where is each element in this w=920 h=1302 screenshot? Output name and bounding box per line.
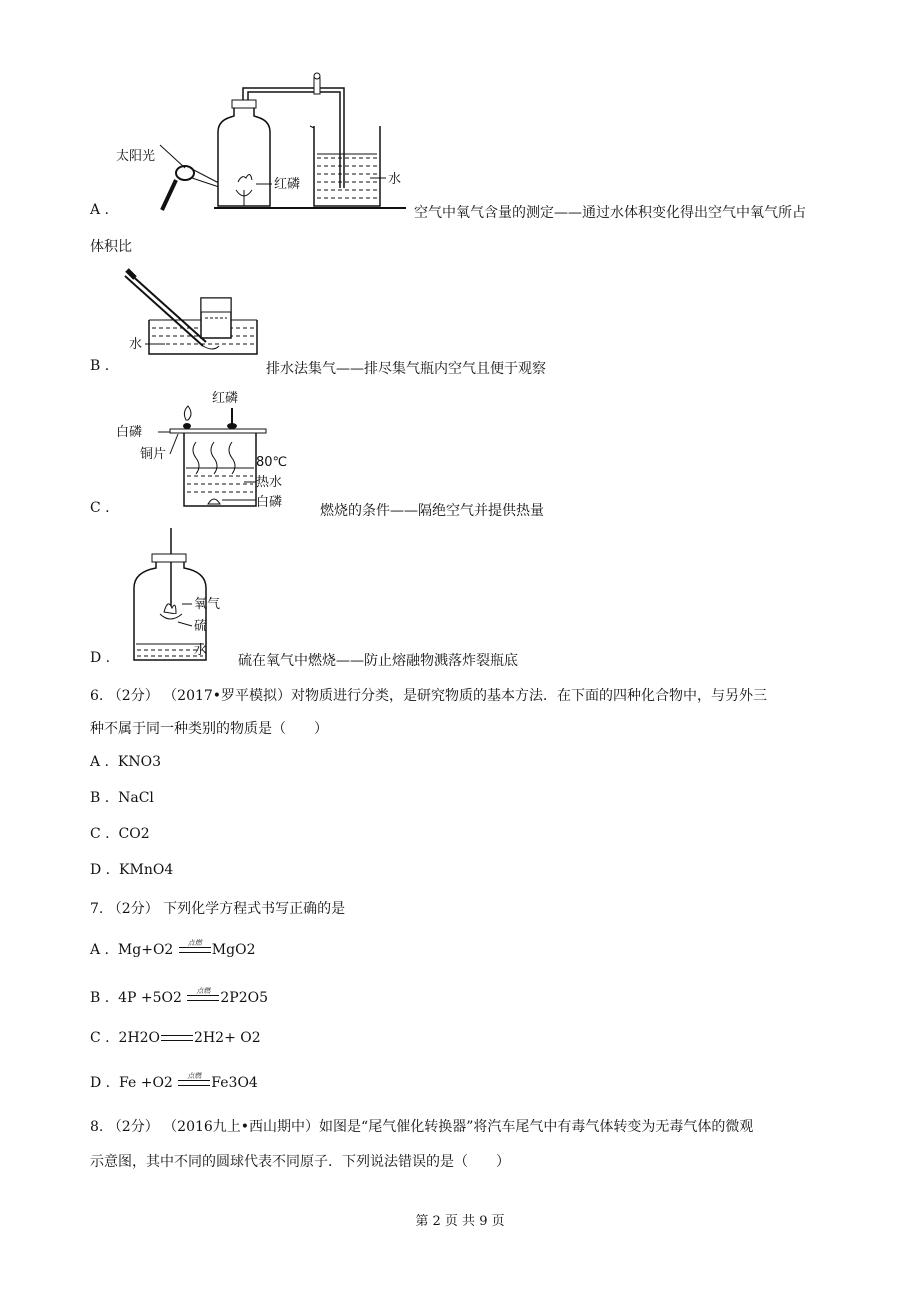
option-c-letter: C . — [90, 500, 110, 516]
label-hot-water: 热水 — [256, 475, 283, 490]
figure-combustion-conditions — [110, 386, 288, 514]
option: B . NaCl — [90, 790, 154, 806]
option: C . CO2 — [90, 826, 150, 842]
option-a-letter: A . — [90, 202, 110, 218]
option-a-description-cont: 体积比 — [90, 239, 132, 255]
figure-air-oxygen-measurement — [110, 70, 410, 215]
label-red-phosphorus: 红磷 — [274, 177, 301, 192]
question-7-stem: 7. （2分） 下列化学方程式书写正确的是 — [90, 901, 346, 917]
option-c-description: 燃烧的条件——隔绝空气并提供热量 — [320, 503, 544, 519]
label-copper-sheet: 铜片 — [140, 447, 167, 462]
reaction-arrow: 点燃 — [187, 988, 219, 1001]
label-sunlight: 太阳光 — [116, 149, 156, 164]
option-equation: D . Fe +O2 点燃 Fe3O4 — [90, 1071, 258, 1091]
option-equation: A . Mg+O2 点燃 MgO2 — [90, 938, 256, 958]
label-temperature: 80℃ — [256, 455, 288, 470]
label-water: 水 — [129, 337, 143, 352]
reaction-arrow: 点燃 — [179, 940, 211, 953]
page-footer: 第 2 页 共 9 页 — [415, 1214, 505, 1229]
option-b-description: 排水法集气——排尽集气瓶内空气且便于观察 — [266, 361, 546, 377]
figure-water-displacement — [125, 262, 265, 360]
option-a-description: 空气中氧气含量的测定——通过水体积变化得出空气中氧气所占 — [414, 205, 806, 221]
option-equation: C . 2H2O 2H2+ O2 — [90, 1030, 261, 1046]
option-b-letter: B . — [90, 358, 110, 374]
reaction-arrow: 点燃 — [178, 1073, 210, 1086]
label-sulfur: 硫 — [194, 619, 208, 634]
label-white-phosphorus: 白磷 — [116, 425, 143, 440]
label-white-phosphorus-2: 白磷 — [256, 495, 283, 510]
option: A . KNO3 — [90, 754, 162, 770]
label-red-phosphorus: 红磷 — [212, 391, 239, 406]
label-water: 水 — [194, 643, 208, 658]
reaction-arrow — [161, 1028, 193, 1041]
figure-sulfur-combustion — [126, 528, 236, 666]
question-6-stem: 6. （2分） （2017•罗平模拟）对物质进行分类，是研究物质的基本方法．在下面的四种化合物中，与另外三 — [90, 688, 768, 704]
label-oxygen: 氧气 — [194, 597, 221, 612]
option-equation: B . 4P +5O2 点燃 2P2O5 — [90, 986, 268, 1006]
label-water: 水 — [388, 172, 402, 187]
question-8-stem: 8. （2分） （2016九上•西山期中）如图是“尾气催化转换器”将汽车尾气中有毒气体转变为无毒气体的微观 — [90, 1119, 754, 1135]
option-d-letter: D . — [90, 650, 111, 666]
question-6-stem-cont: 种不属于同一种类别的物质是（ ） — [90, 721, 328, 737]
option: D . KMnO4 — [90, 862, 174, 878]
question-8-stem-cont: 示意图，其中不同的圆球代表不同原子．下列说法错误的是（ ） — [90, 1154, 510, 1170]
option-d-description: 硫在氧气中燃烧——防止熔融物溅落炸裂瓶底 — [238, 653, 518, 669]
